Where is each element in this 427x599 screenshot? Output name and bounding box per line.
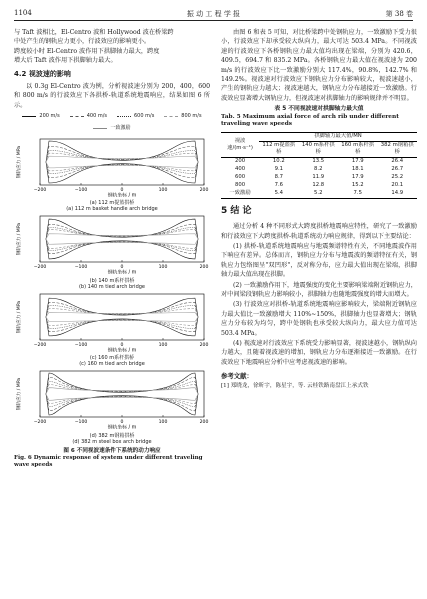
figure-panel [14,367,210,444]
conclusion-point: (3) 行波效应对拱桥-轨道系统地震响应影响较大，梁端附近钢轨应力最大值比一致激励增大 110%~150%，拱脚轴力也显著增大；钢轨应力分布较为均匀，跨中处钢轨也承受较大纵向力，最大应力值可达 503.4 MPa。 [221,301,417,337]
table-cell: 26.4 [391,158,404,165]
reference-item: [1] 郑晓龙，徐昕宇，陈星宇，等. 云桂铁路南盘江上承式铁 [221,382,369,389]
x-tick-label: 0 [120,188,124,194]
conclusion-point: (2) 一致激励作用下，地震强度的变化主要影响梁端附近钢轨应力，对中间梁段钢轨应力影响较小，拱脚轴力也随地震强度的增大而增大。 [221,281,417,298]
x-axis-label: 钢轨坐标 / m [107,270,137,275]
x-tick-label: 100 [158,265,168,271]
x-tick-label: −200 [33,265,47,271]
x-tick-label: 200 [199,265,209,271]
envelope-curve [46,317,198,336]
table-cell: 600 [234,174,246,181]
discussion-paragraph: 由图 6 和表 5 可知，对比桥梁跨中处钢轨应力，一致激励下受力很小，行波效应下却承受较大纵向力，最大可达 503.4 MPa。不同视波速的行波效应下各桥钢轨应力最大值均出现在梁端，分别为 420.6，409.5，694.7 和 835.2 MPa。各桥钢轨应力最大值在视波速为 200 m/s 的行波效应下比一致激励分别大 117.4%，90.8%，142.7% 和 149.2%。视波速对行波效应下钢轨应力分布影响较大，视波速越小，产生的钢轨应力越大；视波速越大，钢轨应力分布越接近一致激励。行波效应显著增大钢轨应力，但视波速对拱脚轴力的影响规律并不明显。 [221,29,417,102]
envelope-curve [46,220,198,240]
table-header-cell: 140 m系杆拱桥 [301,142,335,156]
legend-item: 一致激励 [93,124,130,133]
envelope-curve [46,162,198,183]
x-axis-label: 钢轨坐标 / m [107,348,137,352]
table-caption-cn: 表 5 不同视波速对拱脚轴力最大值 [274,106,364,113]
table-row [221,190,417,199]
x-tick-label: −200 [33,342,47,348]
x-tick-label: 200 [199,188,209,194]
table-cell: 11.9 [312,174,325,181]
panel-caption-cn: (b) 140 m系杆拱桥 [89,277,135,284]
table-cell: 10.2 [272,158,285,165]
table-row [221,166,417,174]
intro-text [14,28,210,66]
volume-label: 第 38 卷 [385,10,413,18]
conclusion-heading: 5 结 论 [221,205,252,216]
journal-name: 振 动 工 程 学 报 [186,10,241,18]
table-cell: 13.5 [312,158,325,165]
envelope-curve [46,162,198,171]
envelope-curve [46,146,198,162]
plot-frame [40,371,204,417]
figure-6 [14,112,210,468]
table-row [221,157,417,166]
table-header-cell: 382 m钢箱拱桥 [380,142,414,156]
panel-plot [14,135,210,197]
panel-caption-en: (a) 112 m basket handle arch bridge [66,206,158,213]
x-tick-label: 0 [120,420,124,426]
conclusion-intro: 通过分析 4 种不同形式大跨度拱桥地震响应特性，研究了一致激励和行波效应下大跨度拱桥-轨道系统动力响应规律，得到以下主要结论： [221,223,417,240]
running-header [14,8,413,21]
envelope-curve [46,162,198,178]
figure-panel [14,135,210,212]
table-cell: 8.2 [314,166,323,173]
intro-line: 与 Taft 波相比，El-Centro 波和 Hollywood 波在桥梁跨 [14,29,174,36]
x-tick-label: 100 [158,188,168,194]
envelope-curve [46,388,198,394]
table-cell: 9.1 [274,166,284,173]
table-5 [221,132,417,199]
figure-caption-en: Fig. 6 Dynamic response of system under different traveling wave speeds [14,454,203,468]
left-column [14,28,210,469]
table-cell: 5.4 [274,190,284,197]
x-tick-label: 100 [158,420,168,426]
envelope-curve [46,394,198,400]
table-cell: 18.1 [351,166,364,173]
plot-frame [40,139,204,185]
table-header-cell: 160 m系杆拱桥 [341,142,375,156]
x-tick-label: 200 [199,420,209,426]
envelope-curve [46,234,198,239]
table-cell: 12.8 [312,182,325,189]
panel-plot [14,212,210,274]
table-cell: 7.6 [274,182,284,189]
references-heading: 参考文献： [221,372,253,381]
table-cell: 20.1 [391,182,404,189]
table-cell: 14.9 [391,190,404,197]
table-cell: 15.2 [351,182,364,189]
legend-item: 200 m/s [22,112,59,121]
plot-frame [40,294,204,340]
table-cell: 8.7 [274,174,284,181]
panel-plot [14,367,210,429]
table-cell: 25.2 [391,174,404,181]
x-tick-label: 100 [158,342,168,348]
panel-caption-en: (d) 382 m steel box arch bridge [72,438,152,445]
table-cell: 26.7 [391,166,404,173]
table-row [221,174,417,182]
envelope-curve [46,317,198,322]
y-axis-label: 钢轨应力 / MPa [17,378,22,411]
table-caption-en: Tab. 5 Maximum axial force of arch rib under different traveling wave speeds [221,113,399,128]
table-cell: 800 [234,182,246,189]
x-tick-label: −100 [74,342,88,348]
table-cell: 一致激励 [229,190,251,197]
legend-item: 800 m/s [164,112,201,121]
table-cell: 5.2 [314,190,323,197]
plot-frame [40,216,204,262]
envelope-curve [46,156,198,162]
table-row [221,182,417,190]
x-tick-label: −100 [74,188,88,194]
table-cell: 17.9 [351,174,364,181]
x-tick-label: −100 [74,265,88,271]
page-number: 1104 [14,9,32,17]
x-axis-label: 钢轨坐标 / m [107,425,137,430]
figure-legend [14,112,210,133]
panel-caption-en: (b) 140 m tied arch bridge [78,283,145,290]
right-column [221,28,417,391]
panel-caption-cn: (d) 382 m钢箱拱桥 [89,432,135,439]
envelope-curve [46,312,198,317]
table-cell: 17.9 [351,158,364,165]
envelope-curve [46,394,198,415]
envelope-curve [46,162,198,168]
x-tick-label: −200 [33,188,47,194]
y-axis-label: 钢轨应力 / MPa [17,223,22,256]
section-heading: 4.2 视波速的影响 [14,69,71,78]
envelope-curve [46,153,198,162]
table-cell: 7.5 [353,190,362,197]
table-header-group: 拱脚轴力最大值/MN [259,132,417,141]
x-tick-label: −200 [33,420,47,426]
envelope-curve [46,298,198,317]
envelope-curve [46,239,198,259]
figure-caption-cn: 图 6 不同视波速条件下系统的动力响应 [63,447,161,454]
section-paragraph: 以 0.3g El-Centro 波为例，分析视波速分别为 200，400，600 和 800 m/s 的行波效应下各拱桥-轨道系统地震响应，结果如图 6 所示。 [14,83,210,109]
x-tick-label: 0 [120,265,124,271]
legend-item: 400 m/s [70,112,107,121]
x-tick-label: −100 [74,420,88,426]
y-axis-label: 钢轨应力 / MPa [17,300,22,333]
figure-panel [14,212,210,289]
x-tick-label: 200 [199,342,209,348]
conclusion-point: (1) 拱桥-轨道系统地震响应与地震频谱特性有关，不同地震波作用下响应有差异。总体而言，钢轨应力分布与地震波的频谱特征有关，钢轨应力包络图呈"双凹形"，反对称分布，应力最大值出现在梁端，拱脚轴力最大值出现在拱脚。 [221,242,417,279]
panel-caption-cn: (c) 160 m系杆拱桥 [89,355,135,362]
intro-line: 增大后 Taft 波作用下拱脚轴力最大。 [14,57,117,65]
panel-plot [14,290,210,352]
table-header-cell: 视波速/(m·s⁻¹) [221,132,259,157]
x-axis-label: 钢轨坐标 / m [107,193,137,198]
envelope-curve [46,373,198,394]
x-tick-label: 0 [120,342,124,348]
figure-panel [14,290,210,367]
panel-caption-en: (c) 160 m tied arch bridge [79,361,145,368]
panel-caption-cn: (a) 112 m提篮拱桥 [89,200,135,207]
table-cell: 400 [234,166,246,173]
table-cell: 200 [234,158,246,165]
intro-line: 中处产生的钢轨应力更小，行波效应的影响更小。 [14,38,151,46]
legend-item: 600 m/s [117,112,154,121]
envelope-curve [46,239,198,244]
envelope-curve [46,141,198,162]
table-header-cell: 112 m提篮拱桥 [262,142,296,156]
y-axis-label: 钢轨应力 / MPa [17,145,22,179]
intro-line: 跨度较小时 El-Centro 波作用下拱脚轴力最大，跨度 [14,47,160,55]
conclusion-point: (4) 视波速对行波效应下系统受力影响显著，视波速越小，钢轨纵向力越大，且随着视波速的增加，钢轨应力分布逐渐接近一致激励。在行波效应下地震响应分析中应考虑视波速的影响。 [221,340,417,366]
figure-caption [14,448,210,469]
